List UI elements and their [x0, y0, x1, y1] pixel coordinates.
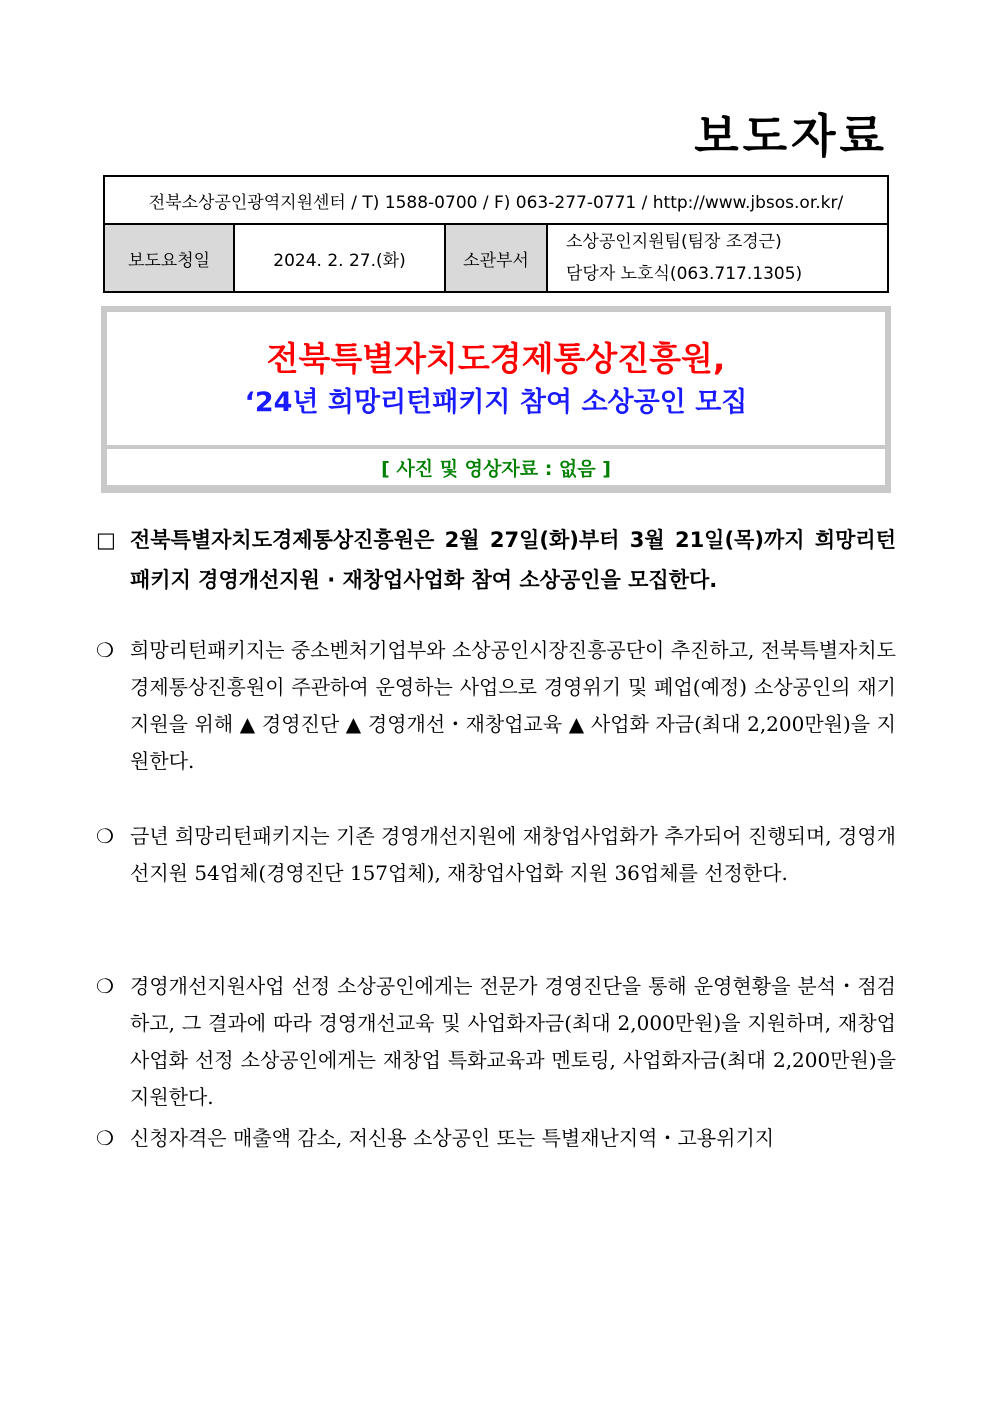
department-contact: 담당자 노호식(063.717.1305)	[566, 264, 803, 284]
contact-line: 전북소상공인광역지원센터 / T) 1588-0700 / F) 063-277-0771 / http://www.jbsos.or.kr/	[105, 177, 887, 225]
department-team: 소상공인지원팀(팀장 조경근)	[566, 232, 782, 252]
circle-bullet-icon: ❍	[96, 1126, 114, 1150]
circle-bullet-icon: ❍	[96, 638, 114, 662]
circle-bullet-icon: ❍	[96, 824, 114, 848]
headline-line-1: 전북특별자치도경제통상진흥원,	[266, 338, 726, 378]
circle-bullet-icon: ❍	[96, 974, 114, 998]
photo-note: [ 사진 및 영상자료 : 없음 ]	[107, 449, 885, 485]
headline-box	[101, 306, 891, 493]
paragraph-text: 경영개선지원사업 선정 소상공인에게는 전문가 경영진단을 통해 운영현황을 분석・점검하고, 그 결과에 따라 경영개선교육 및 사업화자금(최대 2,000만원)을 지원하며, 재창업사업화 선정 소상공인에게는 재창업 특화교육과 멘토링, 사업화자금(최대 2,200만원)을 지원한다.	[130, 974, 896, 1109]
paragraph-text: 희망리턴패키지는 중소벤처기업부와 소상공인시장진흥공단이 추진하고, 전북특별자치도경제통상진흥원이 주관하여 운영하는 사업으로 경영위기 및 폐업(예정) 소상공인의 재기지원을 위해 ▲ 경영진단 ▲ 경영개선・재창업교육 ▲ 사업화 자금(최대 2,200만원)을 지원한다.	[130, 638, 896, 773]
headline-inner	[107, 312, 885, 445]
square-bullet-icon: □	[96, 528, 116, 552]
body-paragraph	[96, 968, 896, 1116]
body-paragraph	[96, 1120, 896, 1157]
body-paragraph	[96, 632, 896, 780]
body-paragraph	[96, 818, 896, 892]
release-date-value: 2024. 2. 27.(화)	[235, 225, 446, 291]
paragraph-text: 금년 희망리턴패키지는 기존 경영개선지원에 재창업사업화가 추가되어 진행되며, 경영개선지원 54업체(경영진단 157업체), 재창업사업화 지원 36업체를 선정한다.	[130, 824, 896, 885]
info-row	[105, 225, 887, 291]
lead-paragraph	[96, 520, 896, 600]
department-info	[548, 225, 887, 291]
lead-text: 전북특별자치도경제통상진흥원은 2월 27일(화)부터 3월 21일(목)까지 희망리턴패키지 경영개선지원 · 재창업사업화 참여 소상공인을 모집한다.	[130, 528, 896, 592]
department-label: 소관부서	[446, 225, 548, 291]
info-table	[103, 175, 889, 293]
document-title: 보도자료	[694, 109, 888, 163]
paragraph-text: 신청자격은 매출액 감소, 저신용 소상공인 또는 특별재난지역・고용위기지	[130, 1126, 775, 1150]
release-date-label: 보도요청일	[105, 225, 235, 291]
headline-line-2: ‘24년 희망리턴패키지 참여 소상공인 모집	[244, 386, 748, 418]
